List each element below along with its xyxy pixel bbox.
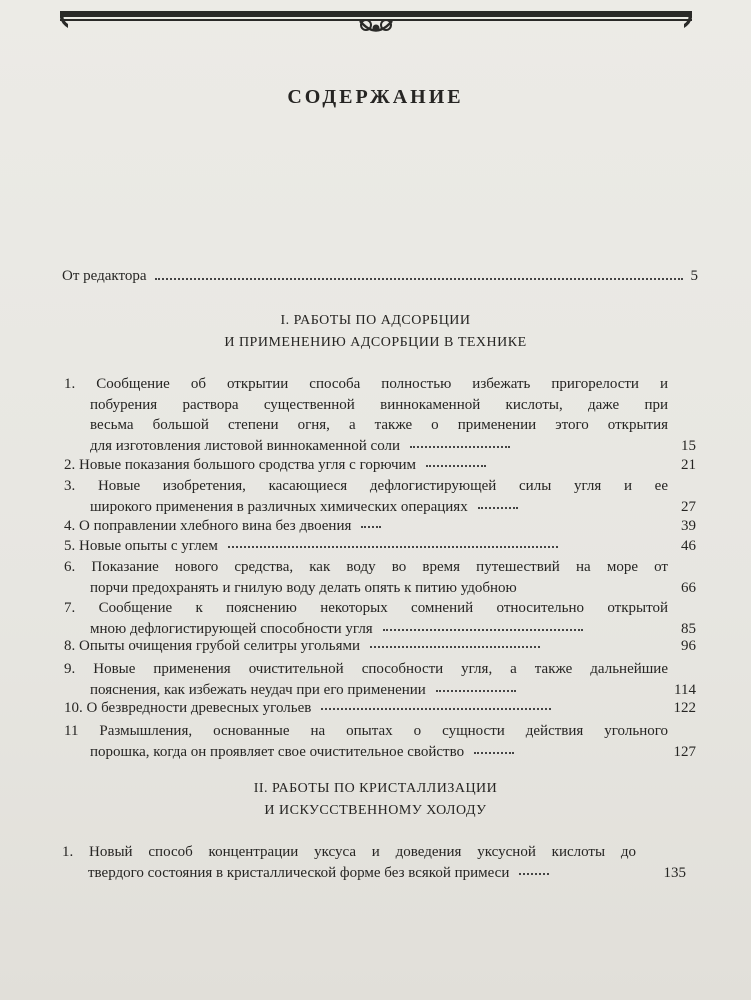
entry-line: широкого применения в различных химических операциях bbox=[90, 498, 468, 515]
section-heading-2 bbox=[0, 778, 751, 822]
entry-line: 8. Опыты очищения грубой селитры угольями bbox=[64, 638, 360, 654]
dot-leader bbox=[519, 872, 549, 875]
page-number: 85 bbox=[681, 620, 696, 637]
toc-entry bbox=[64, 476, 696, 517]
entry-line: 2. Новые показания большого сродства угля с горючим bbox=[64, 457, 417, 473]
toc-entry bbox=[64, 455, 696, 476]
dot-leader bbox=[155, 277, 683, 280]
entry-line: 9. Новые применения очистительной способности угля, а также дальнейшие bbox=[64, 661, 668, 677]
page-number: 15 bbox=[681, 437, 696, 454]
toc-entry bbox=[64, 557, 696, 598]
entry-line: 1. Сообщение об открытии способа полностью избежать пригорелости и bbox=[64, 376, 668, 392]
dot-leader bbox=[370, 645, 540, 648]
header-ornament bbox=[60, 6, 692, 40]
toc-entry bbox=[64, 598, 696, 639]
entry-line: 10. О безвредности древесных угольев bbox=[64, 700, 312, 716]
entry-line: 5. Новые опыты с углем bbox=[64, 538, 218, 554]
toc-entry bbox=[64, 636, 696, 657]
page-title: СОДЕРЖАНИЕ bbox=[287, 86, 464, 108]
section-heading-line: И ПРИМЕНЕНИЮ АДСОРБЦИИ В ТЕХНИКЕ bbox=[224, 335, 527, 350]
toc-entry-editor bbox=[62, 268, 698, 290]
page-number: 127 bbox=[673, 743, 696, 760]
page-number: 66 bbox=[681, 579, 696, 596]
page-number: 135 bbox=[663, 864, 686, 881]
page-number: 114 bbox=[674, 681, 696, 698]
dot-leader bbox=[361, 525, 381, 528]
entry-label: От редактора bbox=[62, 268, 147, 284]
entry-line: твердого состояния в кристаллической форме без всякой примеси bbox=[88, 864, 510, 881]
toc-entry bbox=[64, 659, 696, 700]
page-number: 122 bbox=[673, 700, 696, 716]
entry-line: 4. О поправлении хлебного вина без двоения bbox=[64, 518, 352, 534]
section-heading-line: I. РАБОТЫ ПО АДСОРБЦИИ bbox=[280, 313, 471, 328]
entry-line: пояснения, как избежать неудач при его применении bbox=[90, 681, 426, 698]
dot-leader bbox=[228, 545, 558, 548]
toc-entry bbox=[64, 516, 696, 537]
section-heading-1 bbox=[0, 310, 751, 354]
entry-line: порчи предохранять и гнилую воду делать опять к питию удобною bbox=[90, 579, 517, 596]
page-number: 39 bbox=[681, 518, 696, 534]
entry-line: 6. Показание нового средства, как воду во время путешествий на море от bbox=[64, 559, 668, 575]
toc-entry bbox=[64, 698, 696, 719]
entry-line: 1. Новый способ концентрации уксуса и доведения уксусной кислоты до bbox=[62, 844, 636, 860]
page-number: 5 bbox=[690, 268, 698, 284]
dot-leader bbox=[410, 445, 510, 448]
page-number: 21 bbox=[681, 457, 696, 473]
dot-leader bbox=[474, 751, 514, 754]
entry-line: для изготовления листовой виннокаменной соли bbox=[90, 437, 401, 454]
page-number: 27 bbox=[681, 498, 696, 515]
entry-line: побурения раствора существенной виннокаменной кислоты, даже при bbox=[90, 396, 668, 413]
dot-leader bbox=[426, 464, 486, 467]
toc-entry bbox=[64, 721, 696, 762]
section-heading-line: И ИСКУССТВЕННОМУ ХОЛОДУ bbox=[264, 803, 487, 818]
entry-line: 11 Размышления, основанные на опытах о сущности действия угольного bbox=[64, 723, 668, 739]
entry-line: мною дефлогистирующей способности угля bbox=[90, 620, 373, 637]
entry-line: весьма большой степени огня, а также о применении этого открытия bbox=[90, 417, 668, 434]
toc-entry bbox=[64, 536, 696, 557]
page-number: 46 bbox=[681, 538, 696, 554]
dot-leader bbox=[436, 689, 516, 692]
dot-leader bbox=[383, 628, 583, 631]
dot-leader bbox=[321, 707, 551, 710]
dot-leader bbox=[478, 506, 518, 509]
toc-entry bbox=[64, 374, 696, 456]
entry-line: 3. Новые изобретения, касающиеся дефлогистирующей силы угля и ее bbox=[64, 478, 668, 494]
entry-line: 7. Сообщение к пояснению некоторых сомнений относительно открытой bbox=[64, 600, 668, 616]
section-heading-line: II. РАБОТЫ ПО КРИСТАЛЛИЗАЦИИ bbox=[253, 781, 498, 796]
entry-line: порошка, когда он проявляет свое очистительное свойство bbox=[90, 743, 465, 760]
toc-entry bbox=[62, 842, 686, 883]
page-number: 96 bbox=[681, 638, 696, 654]
